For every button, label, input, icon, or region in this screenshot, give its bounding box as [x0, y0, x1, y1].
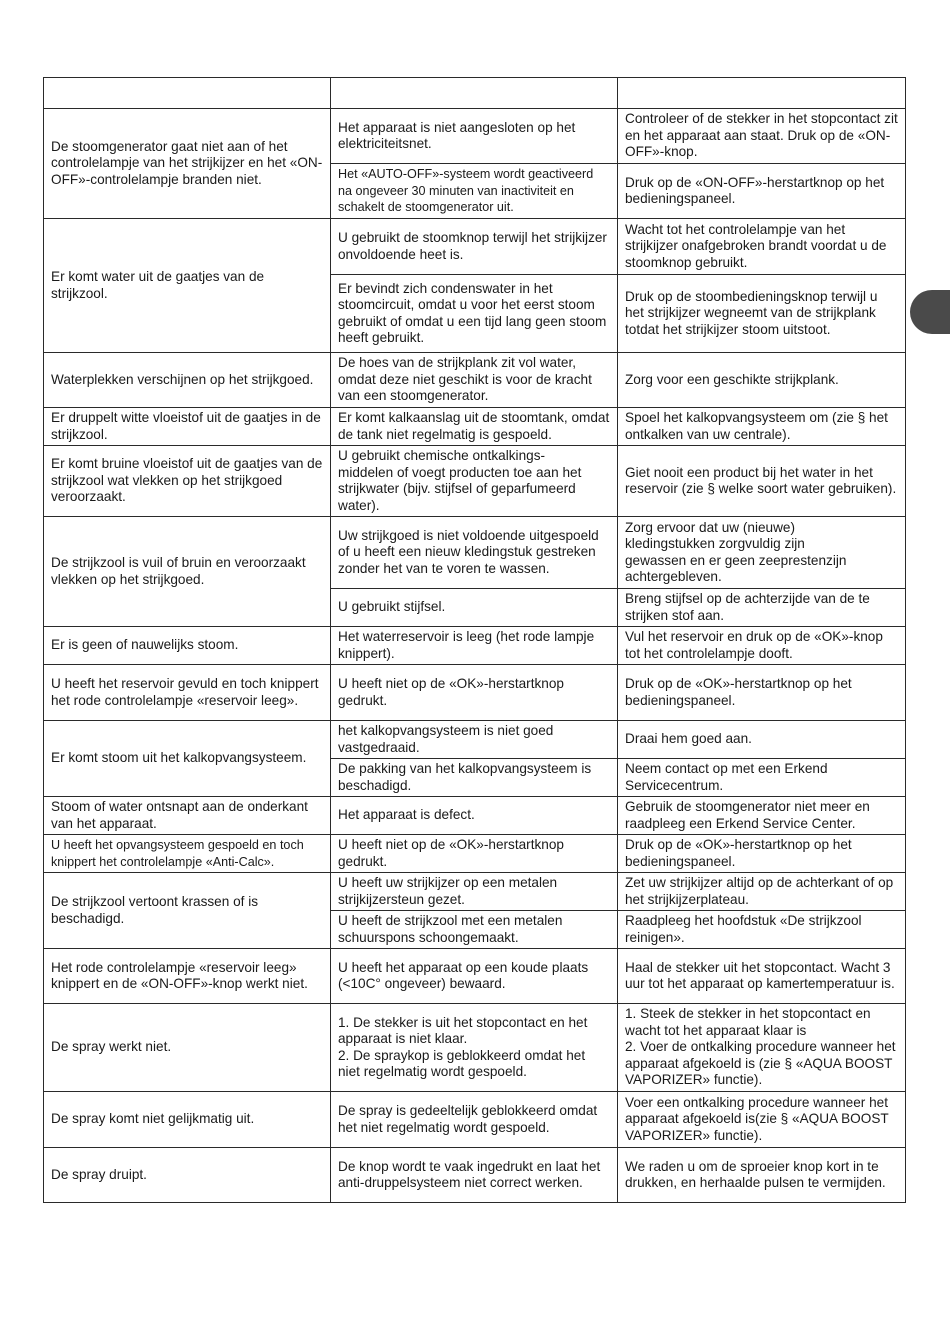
table-row: [44, 1092, 906, 1148]
header-row: [44, 78, 906, 109]
table-row: [44, 949, 906, 1004]
section-tab-marker: [910, 290, 950, 334]
cause-cell: U gebruikt stijfsel.: [331, 589, 618, 627]
solution-cell: Spoel het kalkopvangsysteem om (zie § het ontkalken van uw centrale).: [618, 408, 906, 446]
header-problem: [44, 78, 331, 109]
cause-cell: 1. De stekker is uit het stopcontact en het apparaat is niet klaar. 2. De spraykop is geblokkeerd omdat het niet regelmatig wordt gespoeld.: [331, 1004, 618, 1092]
problem-cell: Er komt stoom uit het kalkopvangsysteem.: [44, 721, 331, 797]
table-row: [44, 721, 906, 759]
solution-cell: We raden u om de sproeier knop kort in te drukken, en herhaalde pulsen te vermijden.: [618, 1148, 906, 1203]
problem-cell: De strijkzool is vuil of bruin en veroorzaakt vlekken op het strijkgoed.: [44, 517, 331, 627]
solution-cell: Wacht tot het controlelampje van het strijkijzer onafgebroken brandt voordat u de stoomknop gebruikt.: [618, 219, 906, 275]
solution-cell: Druk op de stoombedieningsknop terwijl u het strijkijzer wegneemt van de strijkplank totdat het strijkijzer stoom uitstoot.: [618, 275, 906, 353]
solution-cell: Breng stijfsel op de achterzijde van de te strijken stof aan.: [618, 589, 906, 627]
cause-cell: De knop wordt te vaak ingedrukt en laat het anti-druppelsysteem niet correct werken.: [331, 1148, 618, 1203]
cause-cell: De hoes van de strijkplank zit vol water, omdat deze niet geschikt is voor de kracht van een stoomgenerator.: [331, 353, 618, 408]
solution-cell: Druk op de «ON-OFF»-herstartknop op het bedieningspaneel.: [618, 164, 906, 219]
table-row: [44, 408, 906, 446]
cause-cell: Er komt kalkaanslag uit de stoomtank, omdat de tank niet regelmatig is gespoeld.: [331, 408, 618, 446]
problem-cell: De spray druipt.: [44, 1148, 331, 1203]
solution-cell: Druk op de «OK»-herstartknop op het bedieningspaneel.: [618, 665, 906, 721]
table-row: [44, 797, 906, 835]
table-row: [44, 219, 906, 275]
table-row: [44, 835, 906, 873]
solution-cell: Zet uw strijkijzer altijd op de achterkant of op het strijkijzerplateau.: [618, 873, 906, 911]
solution-cell: Controleer of de stekker in het stopcontact zit en het apparaat aan staat. Druk op de «ON-OFF»-knop.: [618, 109, 906, 164]
table-row: [44, 517, 906, 589]
cause-cell: Er bevindt zich condenswater in het stoomcircuit, omdat u voor het eerst stoom gebruikt of omdat u een tijd lang geen stoom heeft gebruikt.: [331, 275, 618, 353]
table-row: [44, 665, 906, 721]
cause-cell: U heeft het apparaat op een koude plaats (<10C° ongeveer) bewaard.: [331, 949, 618, 1004]
problem-cell: Er is geen of nauwelijks stoom.: [44, 627, 331, 665]
solution-cell: Raadpleeg het hoofdstuk «De strijkzool reinigen».: [618, 911, 906, 949]
problem-cell: De spray werkt niet.: [44, 1004, 331, 1092]
problem-cell: De stoomgenerator gaat niet aan of het controlelampje van het strijkijzer en het «ON-OFF»-controlelampje branden niet.: [44, 109, 331, 219]
problem-cell: Stoom of water ontsnapt aan de onderkant van het apparaat.: [44, 797, 331, 835]
problem-cell: Het rode controlelampje «reservoir leeg» knippert en de «ON-OFF»-knop werkt niet.: [44, 949, 331, 1004]
table-row: [44, 446, 906, 517]
cause-cell: Het apparaat is niet aangesloten op het elektriciteitsnet.: [331, 109, 618, 164]
cause-cell: U gebruikt de stoomknop terwijl het strijkijzer onvoldoende heet is.: [331, 219, 618, 275]
solution-cell: Vul het reservoir en druk op de «OK»-knop tot het controlelampje dooft.: [618, 627, 906, 665]
table-row: [44, 109, 906, 164]
problem-cell: Er druppelt witte vloeistof uit de gaatjes in de strijkzool.: [44, 408, 331, 446]
problem-cell: Er komt bruine vloeistof uit de gaatjes van de strijkzool wat vlekken op het strijkgoed veroorzaakt.: [44, 446, 331, 517]
table-row: [44, 353, 906, 408]
solution-cell: Zorg ervoor dat uw (nieuwe) kledingstukken zorgvuldig zijn gewassen en er geen zeeprestenzijn achtergebleven.: [618, 517, 906, 589]
solution-cell: Neem contact op met een Erkend Servicecentrum.: [618, 759, 906, 797]
solution-cell: Haal de stekker uit het stopcontact. Wacht 3 uur tot het apparaat op kamertemperatuur is.: [618, 949, 906, 1004]
solution-cell: Zorg voor een geschikte strijkplank.: [618, 353, 906, 408]
cause-cell: U heeft uw strijkijzer op een metalen strijkijzersteun gezet.: [331, 873, 618, 911]
cause-cell: Het «AUTO-OFF»-systeem wordt geactiveerd na ongeveer 30 minuten van inactiviteit en schakelt de stoomgenerator uit.: [331, 164, 618, 219]
cause-cell: U heeft niet op de «OK»-herstartknop gedrukt.: [331, 835, 618, 873]
problem-cell: Er komt water uit de gaatjes van de strijkzool.: [44, 219, 331, 353]
header-solution: [618, 78, 906, 109]
cause-cell: De spray is gedeeltelijk geblokkeerd omdat het niet regelmatig wordt gespoeld.: [331, 1092, 618, 1148]
problem-cell: Waterplekken verschijnen op het strijkgoed.: [44, 353, 331, 408]
cause-cell: het kalkopvangsysteem is niet goed vastgedraaid.: [331, 721, 618, 759]
cause-cell: U heeft de strijkzool met een metalen schuurspons schoongemaakt.: [331, 911, 618, 949]
table-row: [44, 1004, 906, 1092]
solution-cell: Draai hem goed aan.: [618, 721, 906, 759]
solution-cell: Voer een ontkalking procedure wanneer het apparaat afgekoeld is(zie § «AQUA BOOST VAPORIZER» functie).: [618, 1092, 906, 1148]
table-row: [44, 627, 906, 665]
cause-cell: Het waterreservoir is leeg (het rode lampje knippert).: [331, 627, 618, 665]
problem-cell: De spray komt niet gelijkmatig uit.: [44, 1092, 331, 1148]
cause-cell: Het apparaat is defect.: [331, 797, 618, 835]
problem-cell: U heeft het reservoir gevuld en toch knippert het rode controlelampje «reservoir leeg».: [44, 665, 331, 721]
cause-cell: Uw strijkgoed is niet voldoende uitgespoeld of u heeft een nieuw kledingstuk gestreken zonder het van te voren te wassen.: [331, 517, 618, 589]
table-row: [44, 1148, 906, 1203]
solution-cell: Druk op de «OK»-herstartknop op het bedieningspaneel.: [618, 835, 906, 873]
solution-cell: Giet nooit een product bij het water in het reservoir (zie § welke soort water gebruiken).: [618, 446, 906, 517]
table-row: [44, 873, 906, 911]
header-cause: [331, 78, 618, 109]
solution-cell: Gebruik de stoomgenerator niet meer en raadpleeg een Erkend Service Center.: [618, 797, 906, 835]
cause-cell: U heeft niet op de «OK»-herstartknop gedrukt.: [331, 665, 618, 721]
cause-cell: De pakking van het kalkopvangsysteem is beschadigd.: [331, 759, 618, 797]
troubleshooting-table: [43, 77, 906, 1203]
problem-cell: De strijkzool vertoont krassen of is beschadigd.: [44, 873, 331, 949]
solution-cell: 1. Steek de stekker in het stopcontact en wacht tot het apparaat klaar is 2. Voer de ontkalking procedure wanneer het apparaat afgekoeld is (zie § «AQUA BOOST VAPORIZER» functie).: [618, 1004, 906, 1092]
problem-cell: U heeft het opvangsysteem gespoeld en toch knippert het controlelampje «Anti-Calc».: [44, 835, 331, 873]
cause-cell: U gebruikt chemische ontkalkings- middelen of voegt producten toe aan het strijkwater (bijv. stijfsel of geparfumeerd water).: [331, 446, 618, 517]
